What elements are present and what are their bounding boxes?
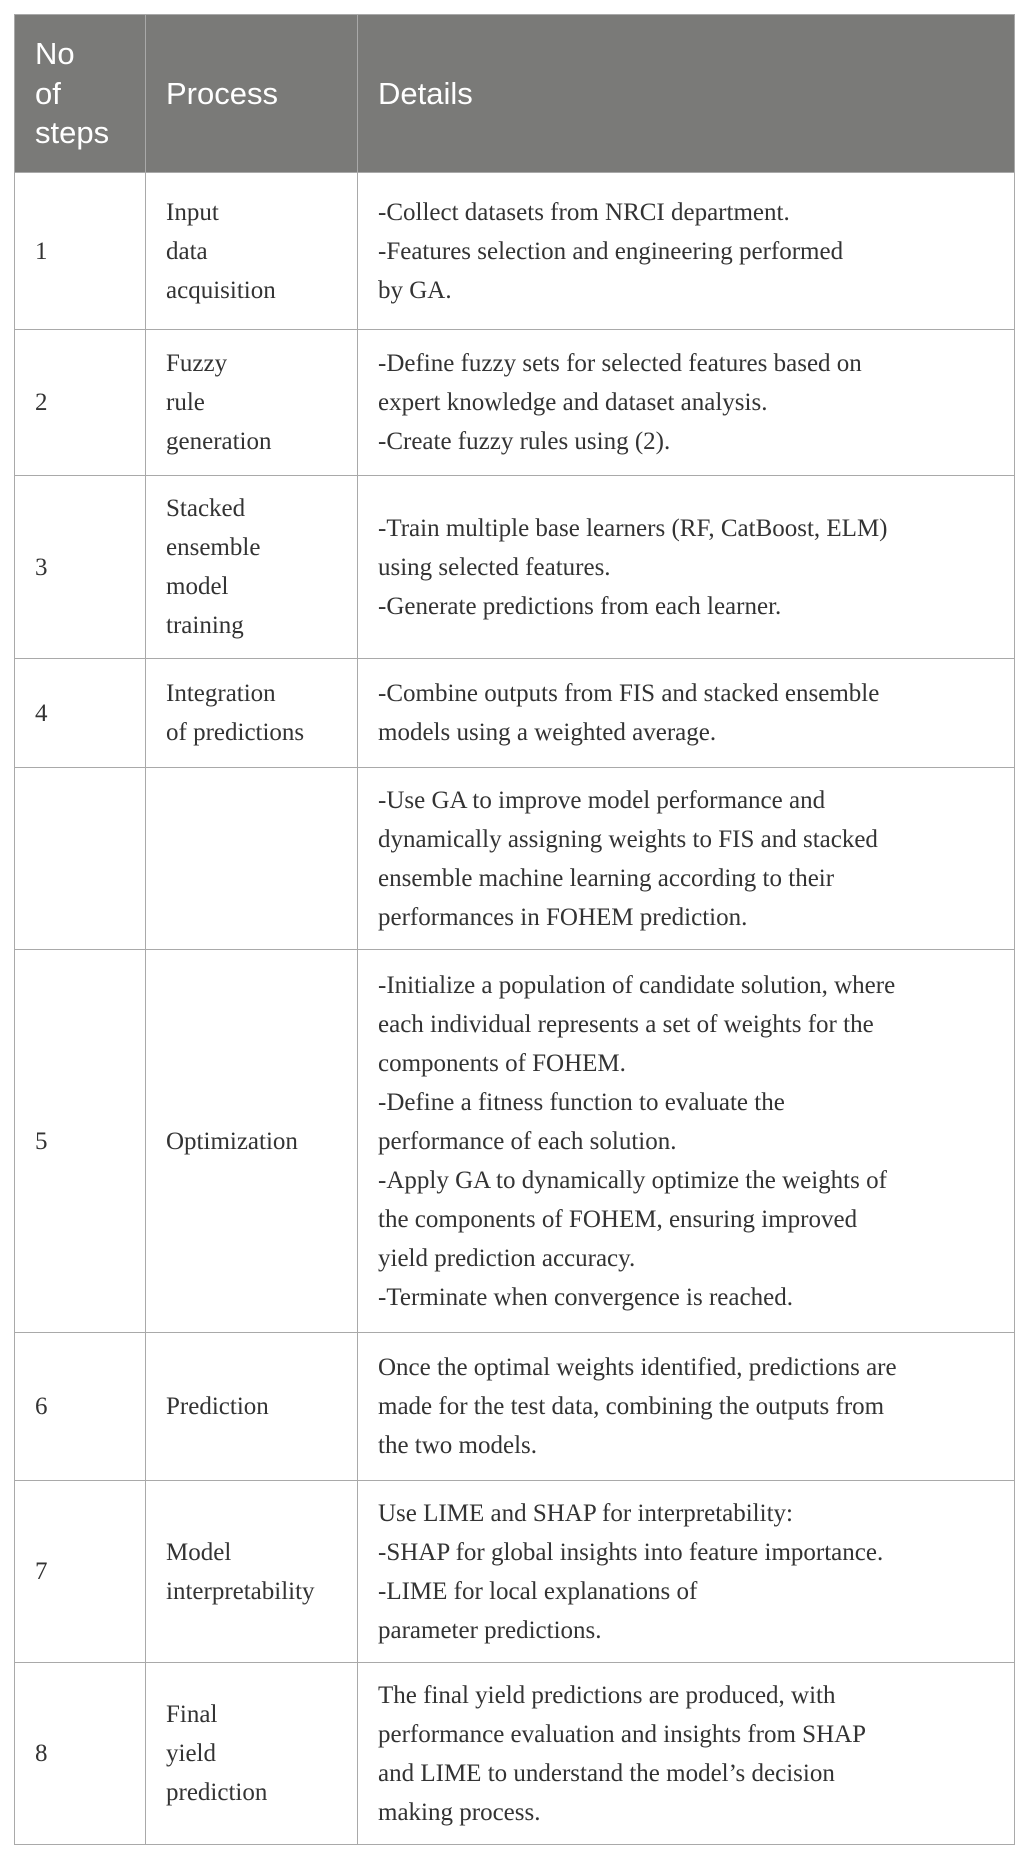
details-line: -Apply GA to dynamically optimize the weights of [378,1166,887,1194]
details-line: ensemble machine learning according to their [378,864,835,892]
details-line: performance evaluation and insights from SHAP [378,1720,867,1748]
process-line: generation [166,428,272,455]
cell-details [358,173,1015,330]
header-no-of-steps: No of steps [15,15,146,173]
process-line: Input [166,198,219,226]
process-line: Optimization [166,1127,298,1155]
table-row [15,476,1015,659]
details-line: Once the optimal weights identified, predictions are [378,1354,897,1381]
header-process: Process [146,15,358,173]
table-body [15,173,1015,1845]
cell-process [146,1481,358,1663]
details-line: models using a weighted average. [378,719,717,746]
cell-process [146,768,358,950]
table-row [15,950,1015,1333]
cell-process [146,950,358,1333]
cell-details [358,476,1015,659]
steps-table [14,14,1015,1845]
cell-step-number [15,768,146,950]
details-line: making process. [378,1798,541,1826]
details-line: -Define a fitness function to evaluate the [378,1088,785,1116]
details-line: -Combine outputs from FIS and stacked ensemble [378,680,880,707]
details-line: -Generate predictions from each learner. [378,592,782,620]
cell-process [146,659,358,768]
details-line: -Train multiple base learners (RF, CatBoost, ELM) [378,514,888,542]
cell-step-number: 4 [15,659,146,768]
details-line: The final yield predictions are produced, with [378,1681,836,1709]
details-line: the components of FOHEM, ensuring improved [378,1205,858,1233]
process-line: acquisition [166,276,276,304]
table-row [15,1663,1015,1845]
cell-step-number: 1 [15,173,146,330]
details-line: -Use GA to improve model performance and [378,786,826,814]
table-row [15,1481,1015,1663]
table-row [15,173,1015,330]
table-row [15,330,1015,476]
process-line: ensemble [166,534,261,561]
process-line: training [166,612,244,639]
cell-step-number: 7 [15,1481,146,1663]
details-line: each individual represents a set of weights for the [378,1010,874,1038]
cell-step-number: 5 [15,950,146,1333]
process-line: Prediction [166,1393,269,1420]
cell-process [146,330,358,476]
header-row [15,15,1015,173]
table-row [15,1333,1015,1481]
cell-details [358,1663,1015,1845]
details-line: -Initialize a population of candidate solution, where [378,971,896,999]
cell-process [146,1663,358,1845]
details-line: yield prediction accuracy. [378,1244,636,1272]
cell-details [358,659,1015,768]
cell-details [358,330,1015,476]
cell-process [146,476,358,659]
details-line: performance of each solution. [378,1127,677,1155]
process-line: Integration [166,680,276,707]
process-line: data [166,237,208,265]
cell-step-number: 2 [15,330,146,476]
details-line: parameter predictions. [378,1616,602,1644]
details-line: expert knowledge and dataset analysis. [378,389,768,416]
details-line: -Create fuzzy rules using (2). [378,428,671,455]
cell-details [358,1333,1015,1481]
process-line: Model [166,1538,232,1566]
table-row [15,659,1015,768]
details-line: components of FOHEM. [378,1049,626,1077]
table-header [15,15,1015,173]
details-line: -LIME for local explanations of [378,1577,698,1605]
details-line: dynamically assigning weights to FIS and stacked [378,825,878,853]
process-line: model [166,573,229,600]
cell-process [146,1333,358,1481]
details-line: -Collect datasets from NRCI department. [378,198,790,226]
details-line: -SHAP for global insights into feature importance. [378,1538,884,1566]
steps-table-container [14,14,1014,1845]
details-line: performances in FOHEM prediction. [378,903,748,931]
details-line: using selected features. [378,553,611,581]
cell-step-number: 3 [15,476,146,659]
process-line: interpretability [166,1577,315,1605]
header-details: Details [358,15,1015,173]
details-line: and LIME to understand the model’s decision [378,1759,835,1787]
cell-details [358,768,1015,950]
details-line: made for the test data, combining the outputs from [378,1393,885,1420]
details-line: by GA. [378,276,452,304]
table-row [15,768,1015,950]
cell-process [146,173,358,330]
process-line: Fuzzy [166,350,228,377]
process-line: of predictions [166,719,305,746]
details-line: -Terminate when convergence is reached. [378,1283,793,1311]
details-line: -Define fuzzy sets for selected features based on [378,350,862,377]
details-line: -Features selection and engineering performed [378,237,844,265]
details-line: the two models. [378,1432,538,1459]
process-line: Stacked [166,495,246,522]
process-line: rule [166,389,205,416]
details-line: Use LIME and SHAP for interpretability: [378,1499,793,1527]
cell-step-number: 6 [15,1333,146,1481]
process-line: Final [166,1701,218,1728]
cell-details [358,1481,1015,1663]
process-line: prediction [166,1779,268,1806]
cell-step-number: 8 [15,1663,146,1845]
cell-details [358,950,1015,1333]
process-line: yield [166,1740,216,1767]
